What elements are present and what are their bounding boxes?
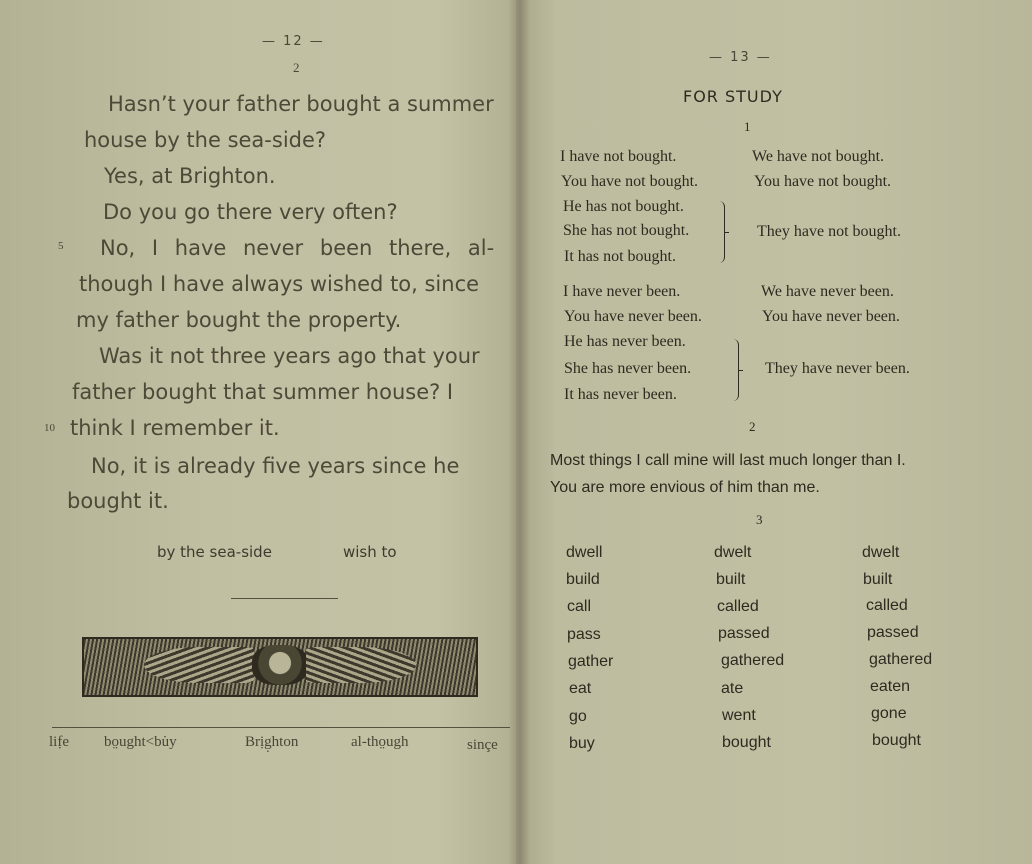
vocab-item: by the sea-side	[157, 543, 272, 561]
verb-cell: dwelt	[714, 544, 752, 561]
verb-cell: call	[567, 598, 592, 615]
short-divider	[231, 598, 338, 599]
ornament-center	[252, 645, 308, 685]
verb-cell: gone	[871, 705, 907, 722]
pronunciation-item: bo̤ught<bu̇y	[104, 734, 177, 750]
conjugation-line: It has never been.	[564, 386, 677, 403]
conjugation-line: You have not bought.	[561, 173, 699, 190]
right-page	[516, 0, 1032, 864]
conjugation-line: I have never been.	[563, 283, 681, 300]
conjugation-line: He has not bought.	[563, 198, 684, 215]
verb-cell: build	[566, 571, 600, 588]
story-line-11: No, it is already five years since he	[91, 454, 460, 478]
brace	[716, 201, 725, 263]
verb-cell: gathered	[721, 652, 785, 669]
verb-cell: bought	[722, 734, 771, 751]
verb-cell: built	[716, 571, 746, 588]
conjugation-line: We have not bought.	[752, 148, 885, 165]
pronunciation-item: sinçe	[467, 737, 498, 753]
story-line-9: father bought that summer house? I	[72, 380, 454, 404]
section-number-2: 2	[749, 419, 756, 434]
book-gutter	[508, 0, 530, 864]
pronunciation-item: Brịg̣hton	[245, 734, 299, 750]
verb-cell: dwelt	[862, 544, 900, 561]
story-line-5: No, I have never been there, al-	[100, 236, 495, 260]
page-number-right: — 13 —	[709, 50, 772, 65]
story-line-1: Hasn’t your father bought a summer	[108, 92, 494, 116]
verb-cell: went	[722, 707, 756, 724]
story-line-7: my father bought the property.	[76, 308, 402, 332]
conjugation-line: He has never been.	[564, 333, 686, 350]
verb-cell: dwell	[566, 544, 603, 561]
conjugation-line: You have not bought.	[754, 173, 892, 190]
conjugation-line: She has never been.	[564, 360, 692, 377]
conjugation-line: She has not bought.	[563, 222, 690, 239]
conjugation-line: You have never been.	[762, 308, 900, 325]
verb-cell: gather	[568, 653, 614, 670]
verb-cell: go	[569, 708, 587, 725]
decorative-ornament	[82, 637, 478, 697]
conjugation-line: You have never been.	[564, 308, 702, 325]
verb-cell: called	[866, 597, 908, 614]
ornament-wing-left	[144, 647, 254, 683]
line-number-10: 10	[44, 422, 55, 434]
conjugation-line: We have never been.	[761, 283, 894, 300]
brace	[730, 339, 739, 401]
verb-cell: built	[863, 571, 893, 588]
footnote-divider	[52, 727, 510, 728]
verb-cell: eaten	[870, 678, 911, 695]
story-line-3: Yes, at Brighton.	[104, 164, 276, 188]
conjugation-line: They have not bought.	[757, 223, 901, 240]
story-line-12: bought it.	[67, 489, 169, 513]
verb-cell: bought	[872, 732, 921, 749]
example-sentence: You are more envious of him than me.	[550, 479, 820, 496]
verb-cell: called	[717, 598, 759, 615]
story-line-2: house by the sea-side?	[84, 128, 327, 152]
section-number-3: 3	[756, 512, 763, 527]
ornament-wing-right	[306, 647, 416, 683]
story-line-10: think I remember it.	[70, 416, 280, 440]
verb-cell: eat	[569, 680, 592, 697]
conjugation-line: They have never been.	[765, 360, 910, 377]
story-line-8: Was it not three years ago that your	[99, 344, 480, 368]
verb-cell: passed	[718, 625, 770, 642]
section-heading: FOR STUDY	[683, 87, 783, 106]
verb-cell: gathered	[869, 651, 933, 668]
verb-cell: ate	[721, 680, 744, 697]
conjugation-line: It has not bought.	[564, 248, 676, 265]
story-line-4: Do you go there very often?	[103, 200, 398, 224]
example-sentence: Most things I call mine will last much longer than I.	[550, 452, 906, 469]
page-number-left: — 12 —	[262, 34, 325, 49]
verb-cell: pass	[567, 626, 601, 643]
story-line-6: though I have always wished to, since	[79, 272, 480, 296]
line-number-5: 5	[58, 240, 64, 252]
vocab-item: wish to	[343, 543, 397, 561]
verb-cell: buy	[569, 735, 595, 752]
verb-cell: passed	[867, 624, 919, 641]
pronunciation-item: lif̣e	[49, 734, 69, 750]
conjugation-line: I have not bought.	[560, 148, 677, 165]
section-number-1: 1	[744, 119, 751, 134]
lesson-marker: 2	[293, 60, 300, 75]
pronunciation-item: al-tho̤ugh	[351, 734, 409, 750]
